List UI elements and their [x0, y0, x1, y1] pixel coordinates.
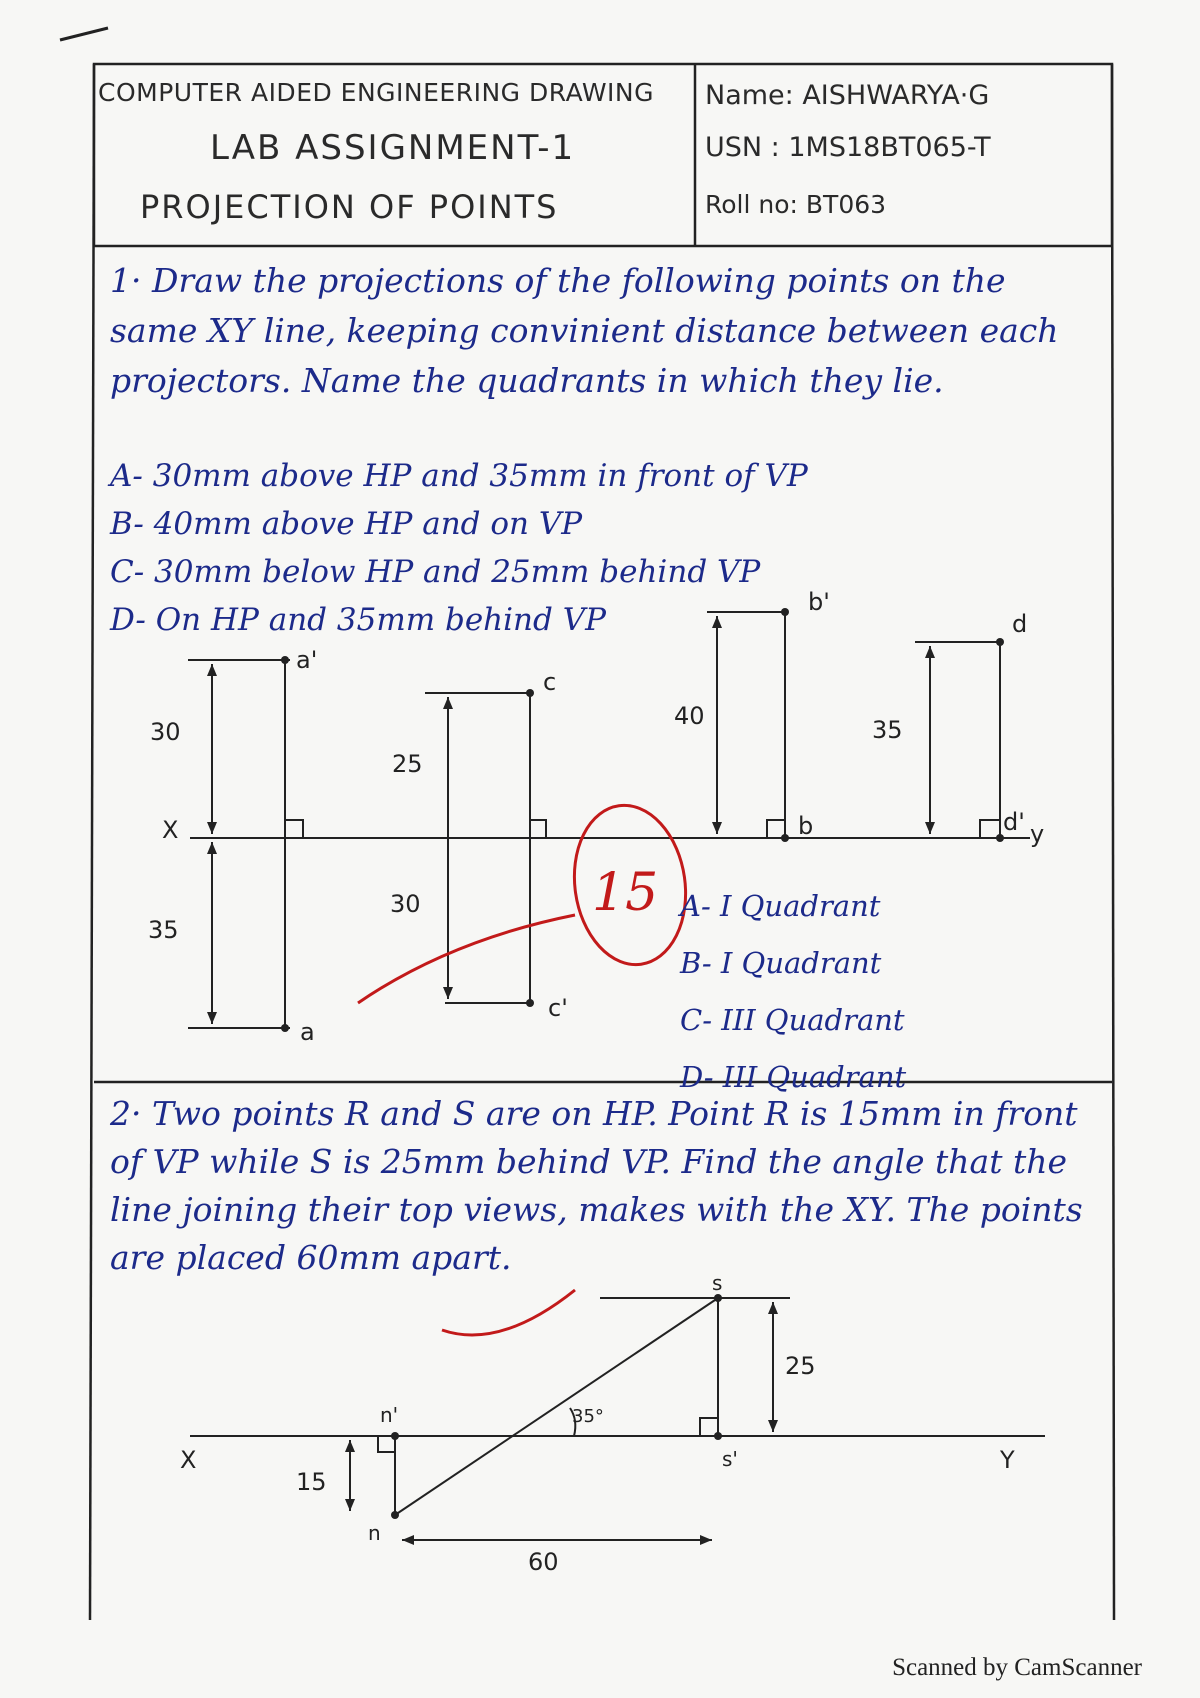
grade-score: 15 [592, 863, 659, 923]
dim-d: 35 [872, 716, 903, 744]
angle-label: 35° [572, 1406, 604, 1427]
dim-c-bottom: 30 [390, 890, 421, 918]
line-rs-top-view [395, 1298, 718, 1515]
label-c: c [543, 668, 557, 696]
label-c-prime: c' [548, 994, 568, 1022]
point-b-spec: B- 40mm above HP and on VP [110, 506, 583, 542]
label-x: X [162, 816, 179, 844]
label-d-prime: d' [1003, 808, 1025, 836]
label-b-prime: b' [808, 588, 830, 616]
label-b: b [798, 812, 814, 840]
assignment-title: LAB ASSIGNMENT-1 [210, 128, 576, 168]
point-a-spec: A- 30mm above HP and 35mm in front of VP [110, 458, 808, 494]
label-r-prime: n' [380, 1403, 399, 1427]
answer-a: A- I Quadrant [680, 889, 881, 923]
dim-25: 25 [785, 1352, 816, 1380]
dim-a-bottom: 35 [148, 916, 179, 944]
label-x-q2: X [180, 1446, 197, 1474]
label-a-prime: a' [296, 646, 318, 674]
student-roll: Roll no: BT063 [705, 190, 887, 219]
label-y: y [1030, 820, 1045, 848]
label-r: n [368, 1521, 381, 1545]
point-c-spec: C- 30mm below HP and 25mm behind VP [110, 554, 761, 590]
course-title: COMPUTER AIDED ENGINEERING DRAWING [98, 78, 654, 107]
answer-d: D- III Quadrant [680, 1060, 907, 1094]
scanner-footer: Scanned by CamScanner [892, 1654, 1142, 1681]
dim-15: 15 [296, 1468, 327, 1496]
answer-c: C- III Quadrant [680, 1003, 905, 1037]
label-y-q2: Y [1000, 1446, 1015, 1474]
label-d: d [1012, 610, 1028, 638]
point-d-spec: D- On HP and 35mm behind VP [110, 602, 606, 638]
label-s-prime: s' [722, 1447, 738, 1471]
question-1-text: 1· Draw the projections of the following points on the same XY line, keeping convinient distance between each projectors. Name the quadrants in which they lie. [110, 261, 1059, 400]
student-name: Name: AISHWARYA·G [705, 80, 990, 111]
answer-b: B- I Quadrant [680, 946, 882, 980]
dim-b: 40 [674, 702, 705, 730]
student-usn: USN : 1MS18BT065-T [705, 132, 991, 163]
dim-c-top: 25 [392, 750, 423, 778]
label-s: s [712, 1271, 723, 1295]
topic-title: PROJECTION OF POINTS [140, 188, 559, 226]
question-2-text: 2· Two points R and S are on HP. Point R is 15mm in front of VP while S is 25mm behind VP. Find the angle that the line joining their top views, makes with the XY. The points are placed 60mm apart. [110, 1094, 1083, 1277]
label-a: a [300, 1018, 315, 1046]
dim-a-top: 30 [150, 718, 181, 746]
dim-60: 60 [528, 1548, 559, 1576]
